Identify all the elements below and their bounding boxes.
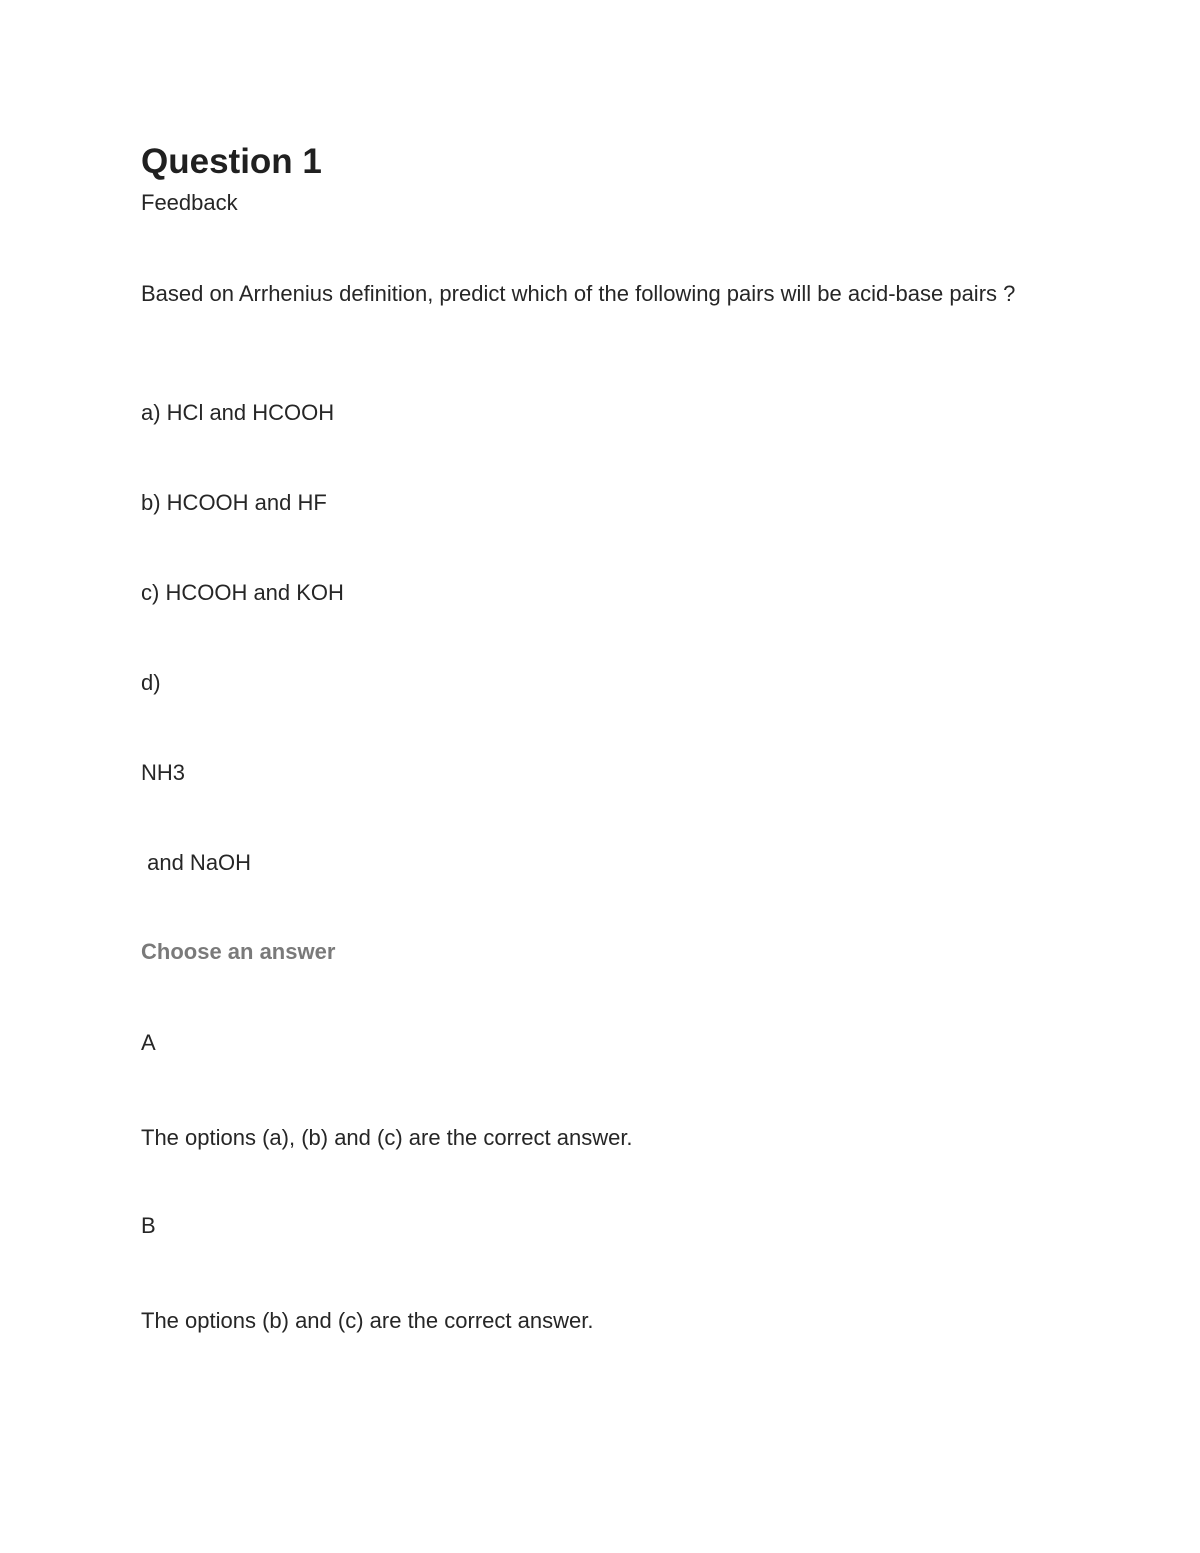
answer-letter-b[interactable]: B bbox=[141, 1213, 156, 1238]
choose-answer-heading: Choose an answer bbox=[141, 939, 336, 964]
option-a: a) HCl and HCOOH bbox=[141, 400, 335, 425]
option-b: b) HCOOH and HF bbox=[141, 490, 327, 515]
option-d-part2: and NaOH bbox=[141, 850, 252, 875]
answer-text-a[interactable]: The options (a), (b) and (c) are the correct answer. bbox=[141, 1125, 633, 1150]
question-prompt: Based on Arrhenius definition, predict which of the following pairs will be acid-base pairs ? bbox=[141, 281, 1016, 306]
option-d-part1: NH3 bbox=[141, 760, 186, 785]
feedback-label: Feedback bbox=[141, 190, 238, 215]
answer-text-b[interactable]: The options (b) and (c) are the correct answer. bbox=[141, 1308, 594, 1333]
answer-letter-a[interactable]: A bbox=[141, 1030, 156, 1055]
option-d-label: d) bbox=[141, 670, 161, 695]
option-c: c) HCOOH and KOH bbox=[141, 580, 344, 605]
question-title: Question 1 bbox=[141, 142, 322, 181]
